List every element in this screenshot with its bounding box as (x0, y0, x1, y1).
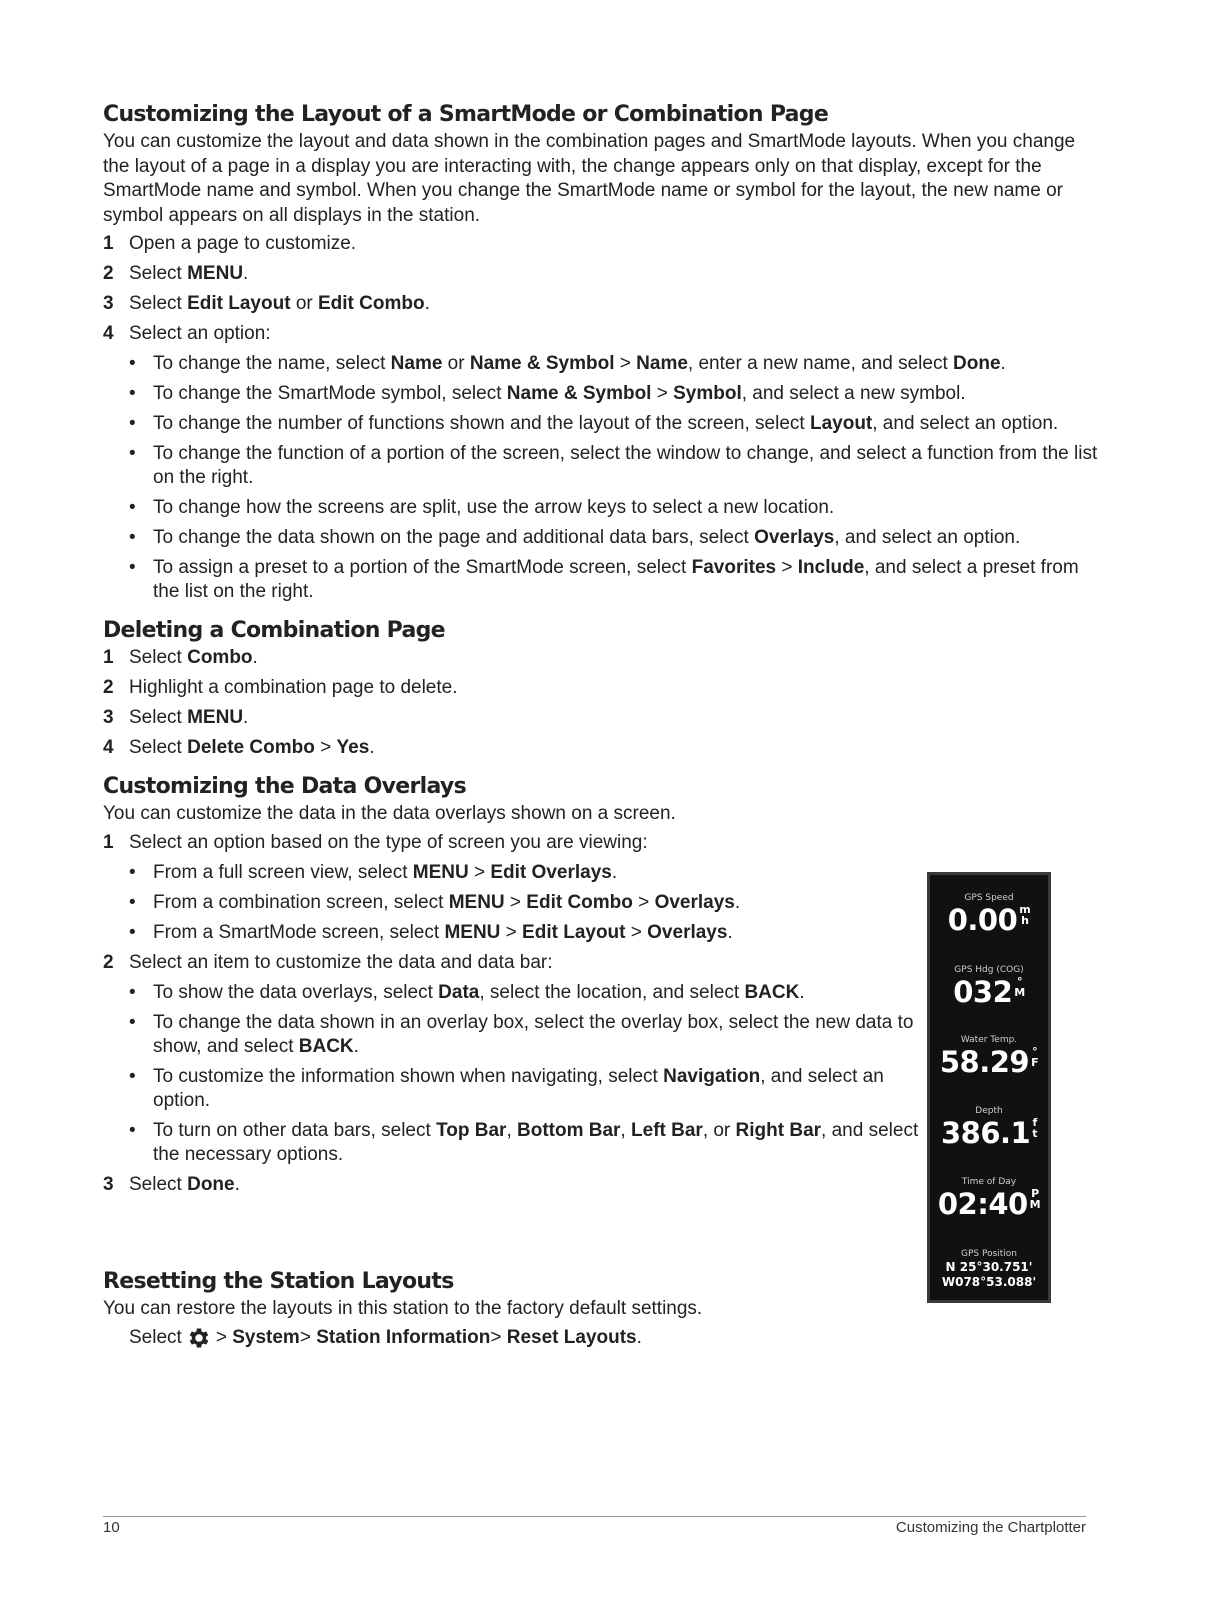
step-2: 2 Highlight a combination page to delete. (103, 677, 458, 698)
bullet-item: • To change the name, select Name or Name & Symbol > Name, enter a new name, and select Done. (129, 353, 1006, 374)
step-4: 4 Select an option: (103, 323, 271, 344)
section-title-layout: Customizing the Layout of a SmartMode or Combination Page (103, 102, 829, 127)
bullet-item: • To change the data shown in an overlay box, select the overlay box, select the new data to show, and select BACK. (129, 1011, 914, 1057)
step-4: 4 Select Delete Combo > Yes. (103, 737, 375, 758)
depth-readout: Depth 386.1 f t (941, 1106, 1037, 1150)
section-intro: You can customize the data in the data overlays shown on a screen. (103, 803, 676, 824)
section-title-delete: Deleting a Combination Page (103, 618, 445, 643)
bullet-item: • To assign a preset to a portion of the SmartMode screen, select Favorites > Include, and select a preset from the list on the right. (129, 557, 1079, 602)
section-title-overlays: Customizing the Data Overlays (103, 774, 466, 799)
bullet-item: • To change the number of functions shown and the layout of the screen, select Layout, and select an option. (129, 413, 1059, 434)
bullet-item: • To change the data shown on the page and additional data bars, select Overlays, and select an option. (129, 527, 1021, 548)
step-1: 1 Open a page to customize. (103, 233, 357, 254)
bullet-item: • To change how the screens are split, use the arrow keys to select a new location. (129, 497, 835, 518)
bullet-item: • To change the SmartMode symbol, select Name & Symbol > Symbol, and select a new symbol. (129, 383, 966, 404)
step-3: 3 Select Edit Layout or Edit Combo. (103, 293, 430, 314)
section-intro: You can restore the layouts in this station to the factory default settings. (103, 1297, 703, 1319)
bullet-item: • From a SmartMode screen, select MENU > Edit Layout > Overlays. (129, 921, 733, 943)
page-number: 10 (103, 1519, 120, 1536)
step-3: 3 Select Done. (103, 1173, 240, 1195)
bullet-item: • From a combination screen, select MENU > Edit Combo > Overlays. (129, 891, 741, 913)
step-2: 2 Select an item to customize the data and data bar: (103, 951, 553, 973)
footer-section-title: Customizing the Chartplotter (895, 1519, 1086, 1536)
bullet-item: • To turn on other data bars, select Top Bar, Bottom Bar, Left Bar, or Right Bar, and select the necessary options. (129, 1119, 919, 1165)
bullet-item: • To show the data overlays, select Data, select the location, and select BACK. (129, 981, 805, 1003)
water-temp-readout: Water Temp. 58.29 ° F (939, 1035, 1039, 1079)
gps-speed-readout: GPS Speed 0.00 m h (947, 893, 1031, 937)
heading-readout: GPS Hdg (COG) 032 ° M (953, 965, 1025, 1009)
step-1: 1 Select an option based on the type of screen you are viewing: (103, 831, 648, 853)
step-2: 2 Select MENU. (103, 263, 249, 284)
footer-divider (103, 1516, 1086, 1517)
bullet-item: • From a full screen view, select MENU > Edit Overlays. (129, 861, 618, 883)
reset-step: Select > System > Station Information > Reset Layouts . (129, 1325, 1103, 1351)
bullet-item: • To customize the information shown when navigating, select Navigation, and select an option. (129, 1065, 884, 1111)
time-of-day-readout: Time of Day 02:40 P M (937, 1177, 1041, 1221)
section-intro: You can customize the layout and data shown in the combination pages and SmartMode layouts. When you change the layout of a page in a display you are interacting with, the change appears only on that display, except for the SmartMode name and symbol. When you change the SmartMode name or symbol for the layout, the new name or symbol appears on all displays in the station. (103, 131, 1076, 226)
bullet-item: • To change the function of a portion of the screen, select the window to change, and select a function from the list on the right. (129, 443, 1098, 488)
step-1: 1 Select Combo. (103, 647, 258, 668)
data-overlay-screen (927, 872, 1051, 1303)
step-3: 3 Select MENU. (103, 707, 249, 728)
section-title-reset: Resetting the Station Layouts (103, 1268, 454, 1294)
gps-position-readout: GPS Position N 25°30.751' W078°53.088' (941, 1249, 1037, 1289)
gear-icon (186, 1325, 212, 1351)
